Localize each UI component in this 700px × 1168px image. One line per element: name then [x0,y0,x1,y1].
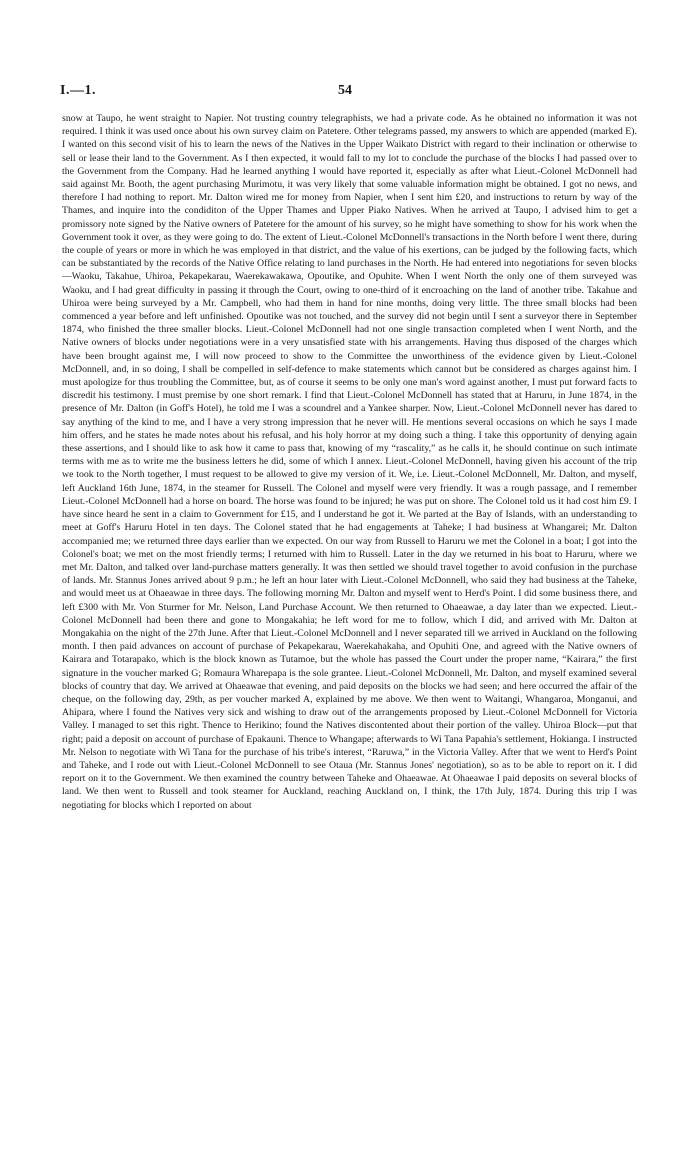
document-reference: I.—1. [60,83,96,98]
body-paragraph: snow at Taupo, he went straight to Napier. Not trusting country telegraphists, we had a private code. As he obtained no information it was not required. I think it was used once about his own survey claim on Patetere. Other telegrams passed, my answers to which are appended (marked E). I wanted on this second visit of his to learn the news of the Natives in the Upper Waikato District with regard to their inclination or otherwise to sell or lease their land to the Government. As I then expected, it would fall to my lot to conclude the purchase of the blocks I had passed over to the Government from the Company. Had he learned anything I would have reported it, especially as after what Lieut.-Colonel McDonnell had said against Mr. Booth, the agent purchasing Murimotu, it was very likely that some valuable information might be obtained. I got no news, and therefore I had nothing to report. Mr. Dalton wired me for money from Napier, when I sent him £20, and instructions to return by way of the Thames, and inquire into the condiditon of the Upper Thames and Upper Piako Natives. When he arrived at Taupo, I advised him to get a promissory note signed by the Native owners of Patetere for the amount of his survey, so he might have something to show for his work when the Government took it over, as they were going to do. The extent of Lieut.-Colonel McDonnell's transactions in the North before I went there, during the couple of years or more in which he was employed in that district, and the value of his exertions, can be judged by the following facts, which can be substantiated by the records of the Native Office relating to land purchases in the North. He had entered into negotiations for seven blocks—Waoku, Takahue, Uhiroa, Pekapekarau, Waerekawakawa, Opoutike, and Opuhite. When I went North the only one of them surveyed was Waoku, and I had great difficulty in passing it through the Court, owing to one-third of it encroaching on the land of another tribe. Takahue and Uhiroa were being surveyed by a Mr. Campbell, who had them in hand for nine months, doing very little. The three small blocks had been commenced a year before and left unfinished. Opoutike was not touched, and the survey did not begin until I sent a surveyor there in September 1874, who finished the three smaller blocks. Lieut.-Colonel McDonnell had not one single transaction completed when I went North, and the Native owners of blocks under negotiations were in a very unsatisfied state with his arrangements. Having thus disposed of the charges which have been brought against me, I will now proceed to show to the Committee the unworthiness of the evidence given by Lieut.-Colonel McDonnell, and, in so doing, I shall be compelled in self-defence to make statements which cannot but be considered as charges against him. I must apologize for thus troubling the Committee, but, as of course it seems to be only one man's word against another, I must put forward facts to discredit his testimony. I must premise by one short remark. I find that Lieut.-Colonel McDonnell has stated that at Haruru, in June 1874, in the presence of Mr. Dalton (in Goff's Hotel), he told me I was a scoundrel and a Yankee sharper. Now, Lieut.-Colonel McDonnell never has dared to say anything of the kind to me, and I have a very strong impression that he never will. He mentions several occasions on which he says I made him offers, and he states he made notes about his refusal, and his holy horror at my doing such a thing. I take this opportunity of denying again these assertions, and I should like to ask how it came to pass that, knowing of my “rascality,” as he calls it, he should continue on such intimate terms with me as to write me the business letters he did, some of which I annex. Lieut.-Colonel McDonnell, having given his account of the trip we took to the North together, I must request to be allowed to give my version of it. We, i.e. Lieut.-Colonel McDonnell, Mr. Dalton, and myself, left Auckland 16th June, 1874, in the steamer for Russell. The Colonel and myself were very friendly. It was a rough passage, and I remember Lieut.-Colonel McDonnell had a horse on board. The horse was found to be injured; he was put on shore. The Colonel told us it had cost him £9. I have since heard he sent in a claim to Government for £15, and I understand he got it. We parted at the Bay of Islands, with an understanding to meet at Goff's Haruru Hotel in ten days. The Colonel stated that he had engagements at Taheke; I had business at Whangarei; Mr. Dalton accompanied me; we returned three days earlier than we expected. On our way from Russell to Haruru we met the Colonel in a boat; I got into the Colonel's boat; we met on the most friendly terms; I returned with him to Russell. Later in the day we returned in his boat to Haruru, where we met Mr. Dalton, and talked over land-purchase matters generally. It was then settled we should travel together to avoid confusion in the purchase of lands. Mr. Stannus Jones arrived about 9 p.m.; he left an hour later with Lieut.-Colonel McDonnell, who said they had business at the Taheke, and would meet us at Ohaeawae in three days. The following morning Mr. Dalton and myself went to Herd's Point. I did some business there, and left £300 with Mr. Von Sturmer for Mr. Nelson, Land Purchase Account. We then returned to Ohaeawae, a day later than we expected. Lieut.-Colonel McDonnell had been there and gone to Mongakahia; he left word for me to follow, which I did, and arrived with Mr. Dalton at Mongakahia on the night of the 27th June. After that Lieut.-Colonel McDonnell and I never separated till we arrived in Auckland on the following month. I then paid advances on account of purchase of Pekapekarau, Waerekahakaha, and Opuhiti One, and agreed with the Native owners of Kairara and Totarapako, which is the block known as Tutamoe, but the whole has passed the Court under the proper name, “Kairara,” the first signature in the voucher marked G; Romaura Wharepapa is the sole grantee. Lieut.-Colonel McDonnell, Mr. Dalton, and myself examined several blocks of country that day. We arrived at Ohaeawae that evening, and paid deposits on the blocks we had seen; and here occurred the affair of the cheque, on the following day, 29th, as per voucher marked A, explained by me above. We then went to Waitangi, Whangaroa, Monganui, and Ahipara, where I found the Natives very sick and wishing to draw out of the arrangements proposed by Lieut.-Colonel McDonnell for Victoria Valley. I managed to set this right. Thence to Herikino; found the Natives discontented about their portion of the valley. Uhiroa Block—put that right; paid a deposit on account of purchase of Epakauni. Thence to Whangape; afterwards to Wi Tana Papahia's settlement, Hokianga. I instructed Mr. Nelson to negotiate with Wi Tana for the purchase of his tribe's interest, “Raruwa,” in the Victoria Valley. After that we went to Herd's Point and Taheke, and I rode out with Lieut.-Colonel McDonnell to see Otaua (Mr. Stannus Jones' negotiation), so as to be able to report on it. I did report on it to the Government. We then examined the country between Taheke and Ohaeawae. At Ohaeawae I paid deposits on several blocks of land. We then went to Russell and took steamer for Auckland, reaching Auckland on, I think, the 17th July, 1874. During this trip I was negotiating for blocks which I reported on about [62,113,637,811]
page-number: 54 [338,83,352,98]
